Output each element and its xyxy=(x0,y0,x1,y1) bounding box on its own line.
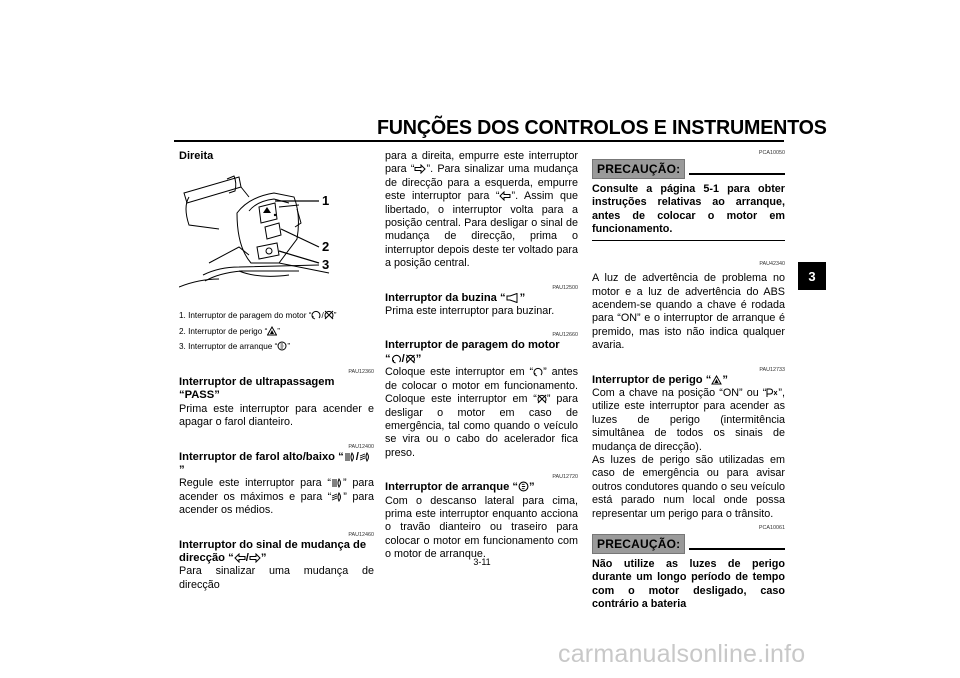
hazard-switch-text-1 xyxy=(592,387,785,454)
turn-title-end: ” xyxy=(260,551,267,564)
caption-2-text: 2. Interruptor de perigo “ xyxy=(179,326,268,336)
caption-3 xyxy=(179,339,374,355)
horn-title-text: Interruptor da buzina “ xyxy=(385,291,506,304)
engine-stop-icon xyxy=(537,394,547,404)
engine-run-icon xyxy=(391,354,402,364)
code-pca10061: PCA10061 xyxy=(758,525,785,532)
caution-label-2: PRECAUÇÃO: xyxy=(592,534,685,554)
caption-2-end: ” xyxy=(277,326,281,336)
caution-label-1: PRECAUÇÃO: xyxy=(592,159,685,179)
caution-header-1 xyxy=(592,159,785,179)
stop-title-sep: / xyxy=(401,352,405,365)
hazard-text-2: ”, utilize este interruptor para acender as luzes de perigo (intermitência simultânea de todos os sinais de mudança de direcção). xyxy=(592,386,785,453)
stop-text-2: ” antes de colocar o motor em funcionamento. Coloque este interruptor em “ xyxy=(385,366,578,406)
figure-captions xyxy=(179,308,374,355)
code-pau12733: PAU12733 xyxy=(759,366,785,373)
turn-switch-title-line2 xyxy=(179,552,374,565)
caution-header-2 xyxy=(592,534,785,554)
turn-cont-1: para a direita, empurre este interruptor para “ xyxy=(385,150,578,176)
section-title: Direita xyxy=(179,150,214,162)
turn-title-sep: / xyxy=(245,551,249,564)
high-beam-icon xyxy=(331,478,343,488)
horn-title-end: ” xyxy=(519,291,526,304)
warning-lights-text: A luz de advertência de problema no motor e a luz de advertência do ABS acendem-se quando a chave é rodada para “ON” e o interruptor de arranque é premido, mas isto não indica qualquer avaria. xyxy=(592,272,785,352)
turn-switch-text: Para sinalizar uma mudança de direcção xyxy=(179,565,374,591)
horn-icon xyxy=(506,293,520,303)
handlebar-illustration xyxy=(179,167,374,302)
low-beam-icon xyxy=(331,492,343,502)
horn-switch-title xyxy=(385,292,578,305)
caution-line-2 xyxy=(689,548,785,550)
hazard-title-text: Interruptor de perigo “ xyxy=(592,373,712,386)
caption-1-sep: / xyxy=(321,311,324,321)
turn-switch-text-cont xyxy=(385,150,578,271)
stop-text-3: ” para desligar o motor em caso de emergência, tal como quando o veículo se vira ou o cabo do acelerador fica preso. xyxy=(385,393,578,459)
code-pau12400: PAU12400 xyxy=(348,443,374,450)
starter-icon xyxy=(518,481,529,492)
start-switch-title xyxy=(385,481,578,494)
stop-switch-title-line1: Interruptor de paragem do motor xyxy=(385,339,560,352)
site-watermark: carmanualsonline.info xyxy=(558,640,806,668)
caption-1-end: ” xyxy=(333,311,337,321)
stop-switch-text xyxy=(385,366,578,460)
stop-switch-title-line2 xyxy=(385,353,578,366)
turn-cont-3: ”. Assim que libertado, o interruptor volta para a posição central. Para desligar o sinal de mudança de direcção, prima o interruptor depois deste ter voltado para a posição central. xyxy=(385,190,578,270)
code-pau12660: PAU12660 xyxy=(552,332,578,339)
caption-1-text: 1. Interruptor de paragem do motor “ xyxy=(179,311,312,321)
page-header: FUNÇÕES DOS CONTROLOS E INSTRUMENTOS xyxy=(376,116,827,139)
start-switch-text: Com o descanso lateral para cima, prima este interruptor enquanto acciona o travão dianteiro ou traseiro para colocar o motor em funcionamento com o motor de arranque. xyxy=(385,494,578,561)
caption-1 xyxy=(179,308,374,324)
high-beam-icon xyxy=(344,452,356,462)
caution-line-1 xyxy=(689,173,785,175)
code-pau12720: PAU12720 xyxy=(552,474,578,481)
hazard-icon xyxy=(267,326,277,336)
column-3 xyxy=(592,150,785,612)
caution-text-1: Consulte a página 5-1 para obter instruções relativas ao arranque, antes de colocar o motor em funcionamento. xyxy=(592,183,785,236)
start-title-end: ” xyxy=(529,481,535,494)
column-2 xyxy=(385,150,578,562)
engine-run-icon xyxy=(533,367,543,377)
code-pca10050: PCA10050 xyxy=(758,150,785,156)
engine-run-icon xyxy=(311,310,324,321)
caution-text-2: Não utilize as luzes de perigo durante um longo período de tempo com o motor desligado, caso contrário a bateria xyxy=(592,558,785,611)
hazard-switch-text-2: As luzes de perigo são utilizadas em caso de emergência ou para avisar outros condutores quando o seu veículo está parado num local onde possa representar um perigo para o trânsito. xyxy=(592,454,785,520)
stop-text-1: Coloque este interruptor em “ xyxy=(385,366,534,379)
code-pau12360: PAU12360 xyxy=(348,368,374,375)
caption-2 xyxy=(179,324,374,340)
turn-right-icon xyxy=(414,164,426,174)
beam-text-3: ” para acender os médios. xyxy=(179,490,374,517)
callout-3: 3 xyxy=(322,257,330,273)
turn-cont-2: ”. Para sinalizar uma mudança de direcção para a esquerda, empurre este interruptor para “ xyxy=(385,163,578,203)
stop-title-end: ” xyxy=(415,352,422,365)
beam-text-1: Regule este interruptor para “ xyxy=(179,477,332,490)
hazard-title-end: ” xyxy=(722,373,728,386)
horn-switch-text: Prima este interruptor para buzinar. xyxy=(385,305,555,318)
caption-3-text: 3. Interruptor de arranque “ xyxy=(179,342,278,352)
engine-stop-icon xyxy=(405,354,416,364)
start-title-text: Interruptor de arranque “ xyxy=(385,481,519,494)
engine-stop-icon xyxy=(324,310,334,320)
beam-title-end: ” xyxy=(179,463,185,476)
turn-left-icon xyxy=(499,191,511,201)
chapter-tab: 3 xyxy=(798,262,826,290)
parking-key-icon xyxy=(766,388,778,398)
turn-switch-title-line1: Interruptor do sinal de mudança de xyxy=(179,538,367,551)
code-pau42340: PAU42340 xyxy=(759,261,785,268)
hazard-switch-title xyxy=(592,374,785,387)
beam-switch-title xyxy=(179,451,374,478)
stop-title-open: “ xyxy=(385,352,391,365)
turn-left-icon xyxy=(234,553,246,563)
hazard-icon xyxy=(711,375,722,385)
turn-title-text: direcção “ xyxy=(179,551,234,564)
caption-3-end: ” xyxy=(287,342,291,352)
handlebar-switch-figure xyxy=(179,167,374,302)
beam-text-2: ” para acender os máximos e para “ xyxy=(179,477,374,503)
code-pau12500: PAU12500 xyxy=(552,284,578,291)
page-number: 3-11 xyxy=(473,557,491,567)
beam-title-text: Interruptor de farol alto/baixo “ xyxy=(179,450,344,463)
callout-2: 2 xyxy=(322,239,330,255)
pass-switch-title: Interruptor de ultrapassagem “PASS” xyxy=(179,375,335,402)
code-pau12460: PAU12460 xyxy=(348,531,374,538)
pass-switch-text: Prima este interruptor para acender e apagar o farol dianteiro. xyxy=(179,402,374,429)
beam-title-sep: / xyxy=(355,450,359,463)
low-beam-icon xyxy=(359,452,371,462)
caution-end-rule xyxy=(592,240,785,242)
turn-right-icon xyxy=(249,553,261,563)
beam-switch-text xyxy=(179,477,374,517)
starter-icon xyxy=(277,341,287,351)
column-1 xyxy=(179,150,374,592)
callout-1: 1 xyxy=(322,193,330,209)
hazard-text-1: Com a chave na posição “ON” ou “ xyxy=(592,386,767,399)
header-rule xyxy=(174,140,784,142)
